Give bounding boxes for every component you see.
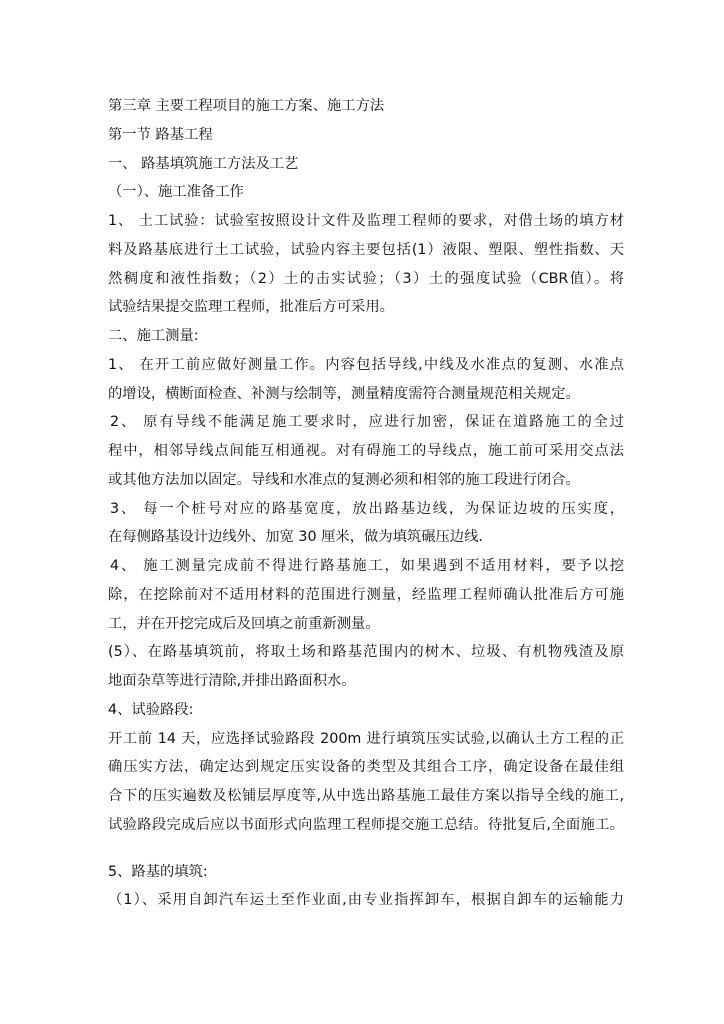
paragraph-line: 地面杂草等进行清除,并排出路面积水。 bbox=[108, 673, 356, 689]
paragraph-line: 4、 施工测量完成前不得进行路基施工，如果遇到不适用材料，要予以挖 bbox=[110, 558, 624, 574]
paragraph-line: 确压实方法，确定达到规定压实设备的类型及其组合工序，确定设备在最佳组 bbox=[108, 759, 624, 776]
paragraph-line: 或其他方法加以固定。导线和水准点的复测必须和相邻的施工段进行闭合。 bbox=[108, 471, 580, 488]
paragraph-line: 2、 原有导线不能满足施工要求时，应进行加密，保证在道路施工的全过 bbox=[110, 414, 624, 431]
item-heading: 5、路基的填筑: bbox=[108, 863, 208, 880]
paragraph-line: 1、 在开工前应做好测量工作。内容包括导线,中线及水准点的复测、水准点 bbox=[108, 356, 624, 373]
paragraph-line: 的增设，横断面检查、补测与绘制等，测量精度需符合测量规范相关规定。 bbox=[108, 385, 580, 402]
item-heading: （一）、施工准备工作 bbox=[108, 184, 244, 201]
paragraph-line: (5）、在路基填筑前，将取土场和路基范围内的树木、垃圾、有机物残渣及原 bbox=[108, 644, 624, 661]
paragraph-line: 除，在挖除前对不适用材料的范围进行测量，经监理工程师确认批准后方可施 bbox=[108, 586, 624, 603]
paragraph-line: 工，并在开挖完成后及回填之前重新测量。 bbox=[108, 615, 380, 632]
section-title: 第一节 路基工程 bbox=[108, 126, 213, 143]
item-heading: 二、施工测量: bbox=[108, 328, 199, 344]
paragraph-line: （1）、采用自卸汽车运土至作业面,由专业指挥卸车，根据自卸车的运输能力 bbox=[108, 892, 624, 909]
paragraph-line: 开工前 14 天，应选择试验路段 200m 进行填筑压实试验,以确认土方工程的正 bbox=[108, 730, 624, 747]
paragraph-line: 试验路段完成后应以书面形式向监理工程师提交施工总结。待批复后,全面施工。 bbox=[108, 816, 624, 833]
paragraph-line: 然稠度和液性指数；（2）土的击实试验；（3）土的强度试验（CBR值）。将 bbox=[108, 270, 624, 287]
paragraph-line: 合下的压实遍数及松铺层厚度等,从中选出路基施工最佳方案以指导全线的施工, bbox=[108, 788, 624, 804]
paragraph-line: 试验结果提交监理工程师，批准后方可采用。 bbox=[108, 299, 394, 316]
document-body bbox=[108, 92, 624, 915]
paragraph-line: 料及路基底进行土工试验，试验内容主要包括(1）液限、塑限、塑性指数、天 bbox=[108, 241, 624, 258]
paragraph-line: 在每侧路基设计边线外、加宽 30 厘米，做为填筑碾压边线. bbox=[108, 529, 483, 546]
paragraph-gap bbox=[108, 840, 624, 858]
item-heading: 4、试验路段: bbox=[108, 701, 194, 718]
subsection-heading: 一、 路基填筑施工方法及工艺 bbox=[108, 155, 299, 172]
chapter-title: 第三章 主要工程项目的施工方案、施工方法 bbox=[108, 98, 385, 114]
paragraph-line: 1、 土工试验：试验室按照设计文件及监理工程师的要求，对借土场的填方材 bbox=[108, 213, 624, 229]
paragraph-line: 程中，相邻导线点间能互相通视。对有碍施工的导线点，施工前可采用交点法 bbox=[108, 443, 624, 459]
paragraph-line: 3、 每一个桩号对应的路基宽度，放出路基边线，为保证边坡的压实度， bbox=[110, 500, 624, 517]
